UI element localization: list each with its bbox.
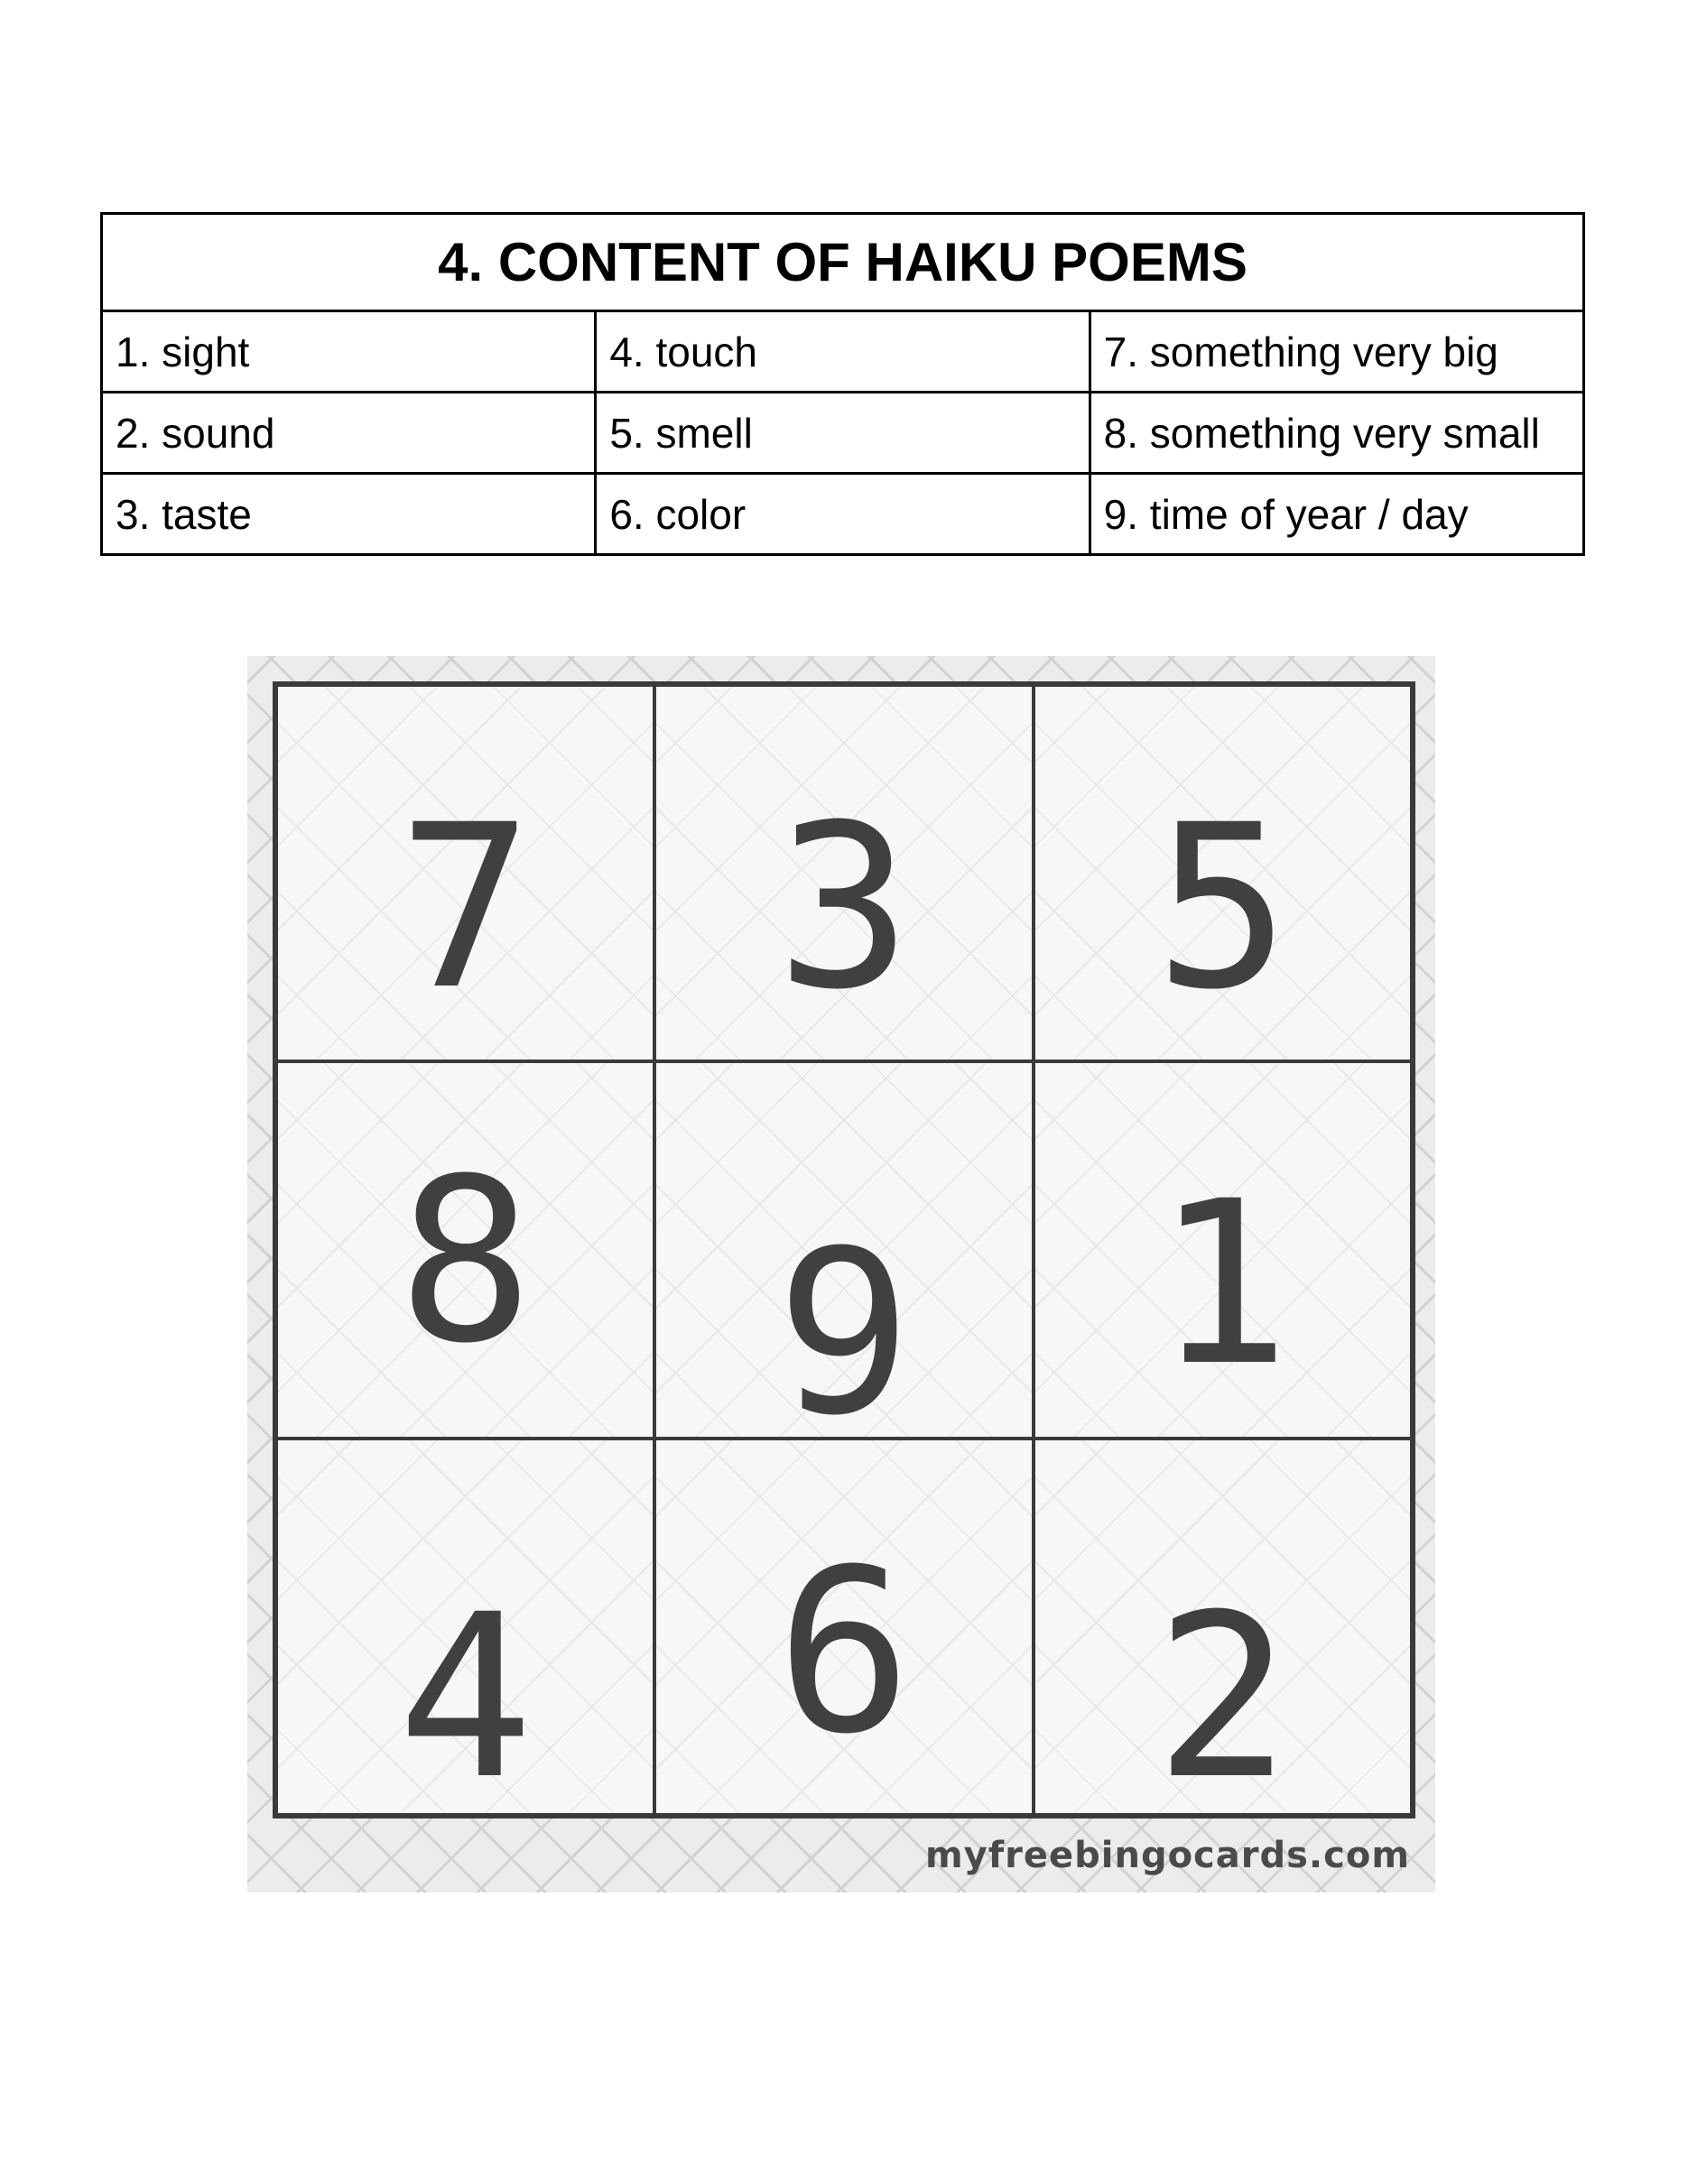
bingo-cell-number: 5 xyxy=(1155,776,1291,1039)
bingo-cell-number: 7 xyxy=(397,776,533,1039)
key-table-cell: 2. sound xyxy=(102,393,596,474)
haiku-content-key-table xyxy=(100,212,1585,556)
key-table-cell: 8. something very small xyxy=(1090,393,1583,474)
bingo-cell xyxy=(1034,1061,1412,1438)
key-table-row xyxy=(102,474,1584,555)
bingo-cell xyxy=(1034,685,1412,1061)
key-table-cell: 3. taste xyxy=(102,474,596,555)
bingo-cell xyxy=(654,1061,1033,1438)
key-table-cell: 1. sight xyxy=(102,311,596,393)
bingo-card xyxy=(247,656,1435,1892)
bingo-cell-number: 1 xyxy=(1155,1152,1291,1416)
bingo-cell-number: 6 xyxy=(775,1520,913,1783)
key-table-cell: 5. smell xyxy=(596,393,1090,474)
bingo-cell-number: 4 xyxy=(397,1565,533,1815)
bingo-cell-number: 9 xyxy=(775,1202,913,1439)
key-table-cell: 9. time of year / day xyxy=(1090,474,1583,555)
bingo-cell-number: 2 xyxy=(1155,1565,1291,1815)
bingo-cell xyxy=(654,685,1033,1061)
bingo-cell xyxy=(276,1439,654,1815)
key-table-cell: 4. touch xyxy=(596,311,1090,393)
key-table-row xyxy=(102,393,1584,474)
card-watermark: myfreebingocards.com xyxy=(924,1835,1410,1876)
bingo-cell xyxy=(1034,1439,1412,1815)
bingo-cell xyxy=(276,685,654,1061)
key-table-title: 4. CONTENT OF HAIKU POEMS xyxy=(102,214,1584,311)
bingo-cell xyxy=(276,1061,654,1438)
key-table-row xyxy=(102,311,1584,393)
key-table-cell: 7. something very big xyxy=(1090,311,1583,393)
bingo-cell xyxy=(654,1439,1033,1815)
key-table-header-row xyxy=(102,214,1584,311)
bingo-cell-number: 8 xyxy=(397,1130,533,1393)
bingo-grid xyxy=(273,681,1415,1818)
bingo-cell-number: 3 xyxy=(775,776,913,1039)
key-table-cell: 6. color xyxy=(596,474,1090,555)
